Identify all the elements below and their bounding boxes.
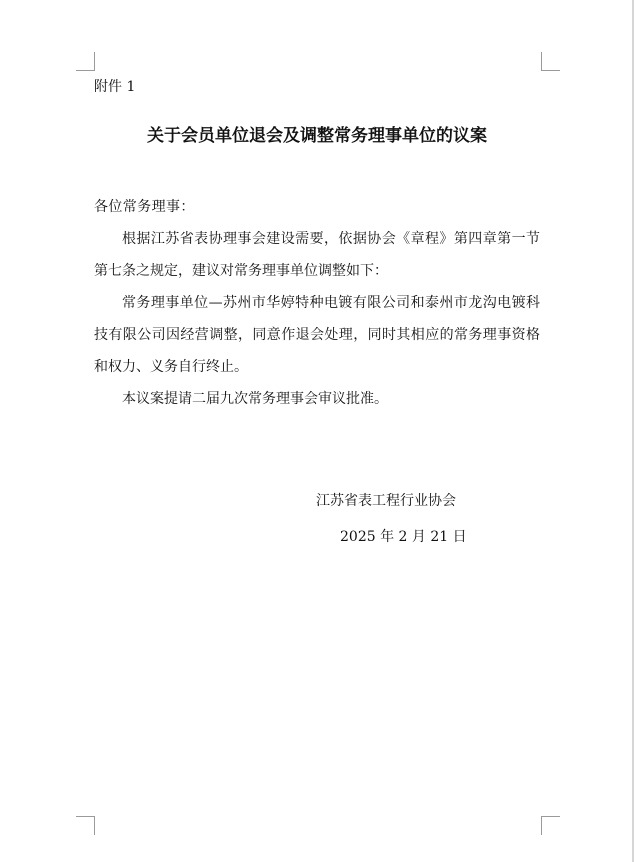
paragraph-adjustment: 常务理事单位—苏州市华婷特种电镀有限公司和泰州市龙沟电镀科技有限公司因经营调整，同意作退会处理，同时其相应的常务理事资格和权力、义务自行终止。 bbox=[94, 295, 540, 375]
annex-label: 附件 1 bbox=[94, 79, 136, 95]
document-title: 关于会员单位退会及调整常务理事单位的议案 bbox=[147, 126, 487, 146]
paragraph-request: 本议案提请二届九次常务理事会审议批准。 bbox=[122, 391, 388, 407]
document-body bbox=[94, 191, 540, 415]
signature-organization: 江苏省表工程行业协会 bbox=[316, 493, 456, 509]
margin-corner-top-right bbox=[541, 52, 560, 71]
salutation: 各位常务理事： bbox=[94, 199, 195, 215]
margin-corner-bottom-right bbox=[541, 816, 560, 835]
paragraph-basis: 根据江苏省表协理事会建设需要，依据协会《章程》第四章第一节第七条之规定，建议对常务理事单位调整如下： bbox=[94, 231, 540, 279]
signature-date: 2025 年 2 月 21 日 bbox=[340, 529, 467, 545]
margin-corner-top-left bbox=[76, 52, 95, 71]
margin-corner-bottom-left bbox=[76, 816, 95, 835]
